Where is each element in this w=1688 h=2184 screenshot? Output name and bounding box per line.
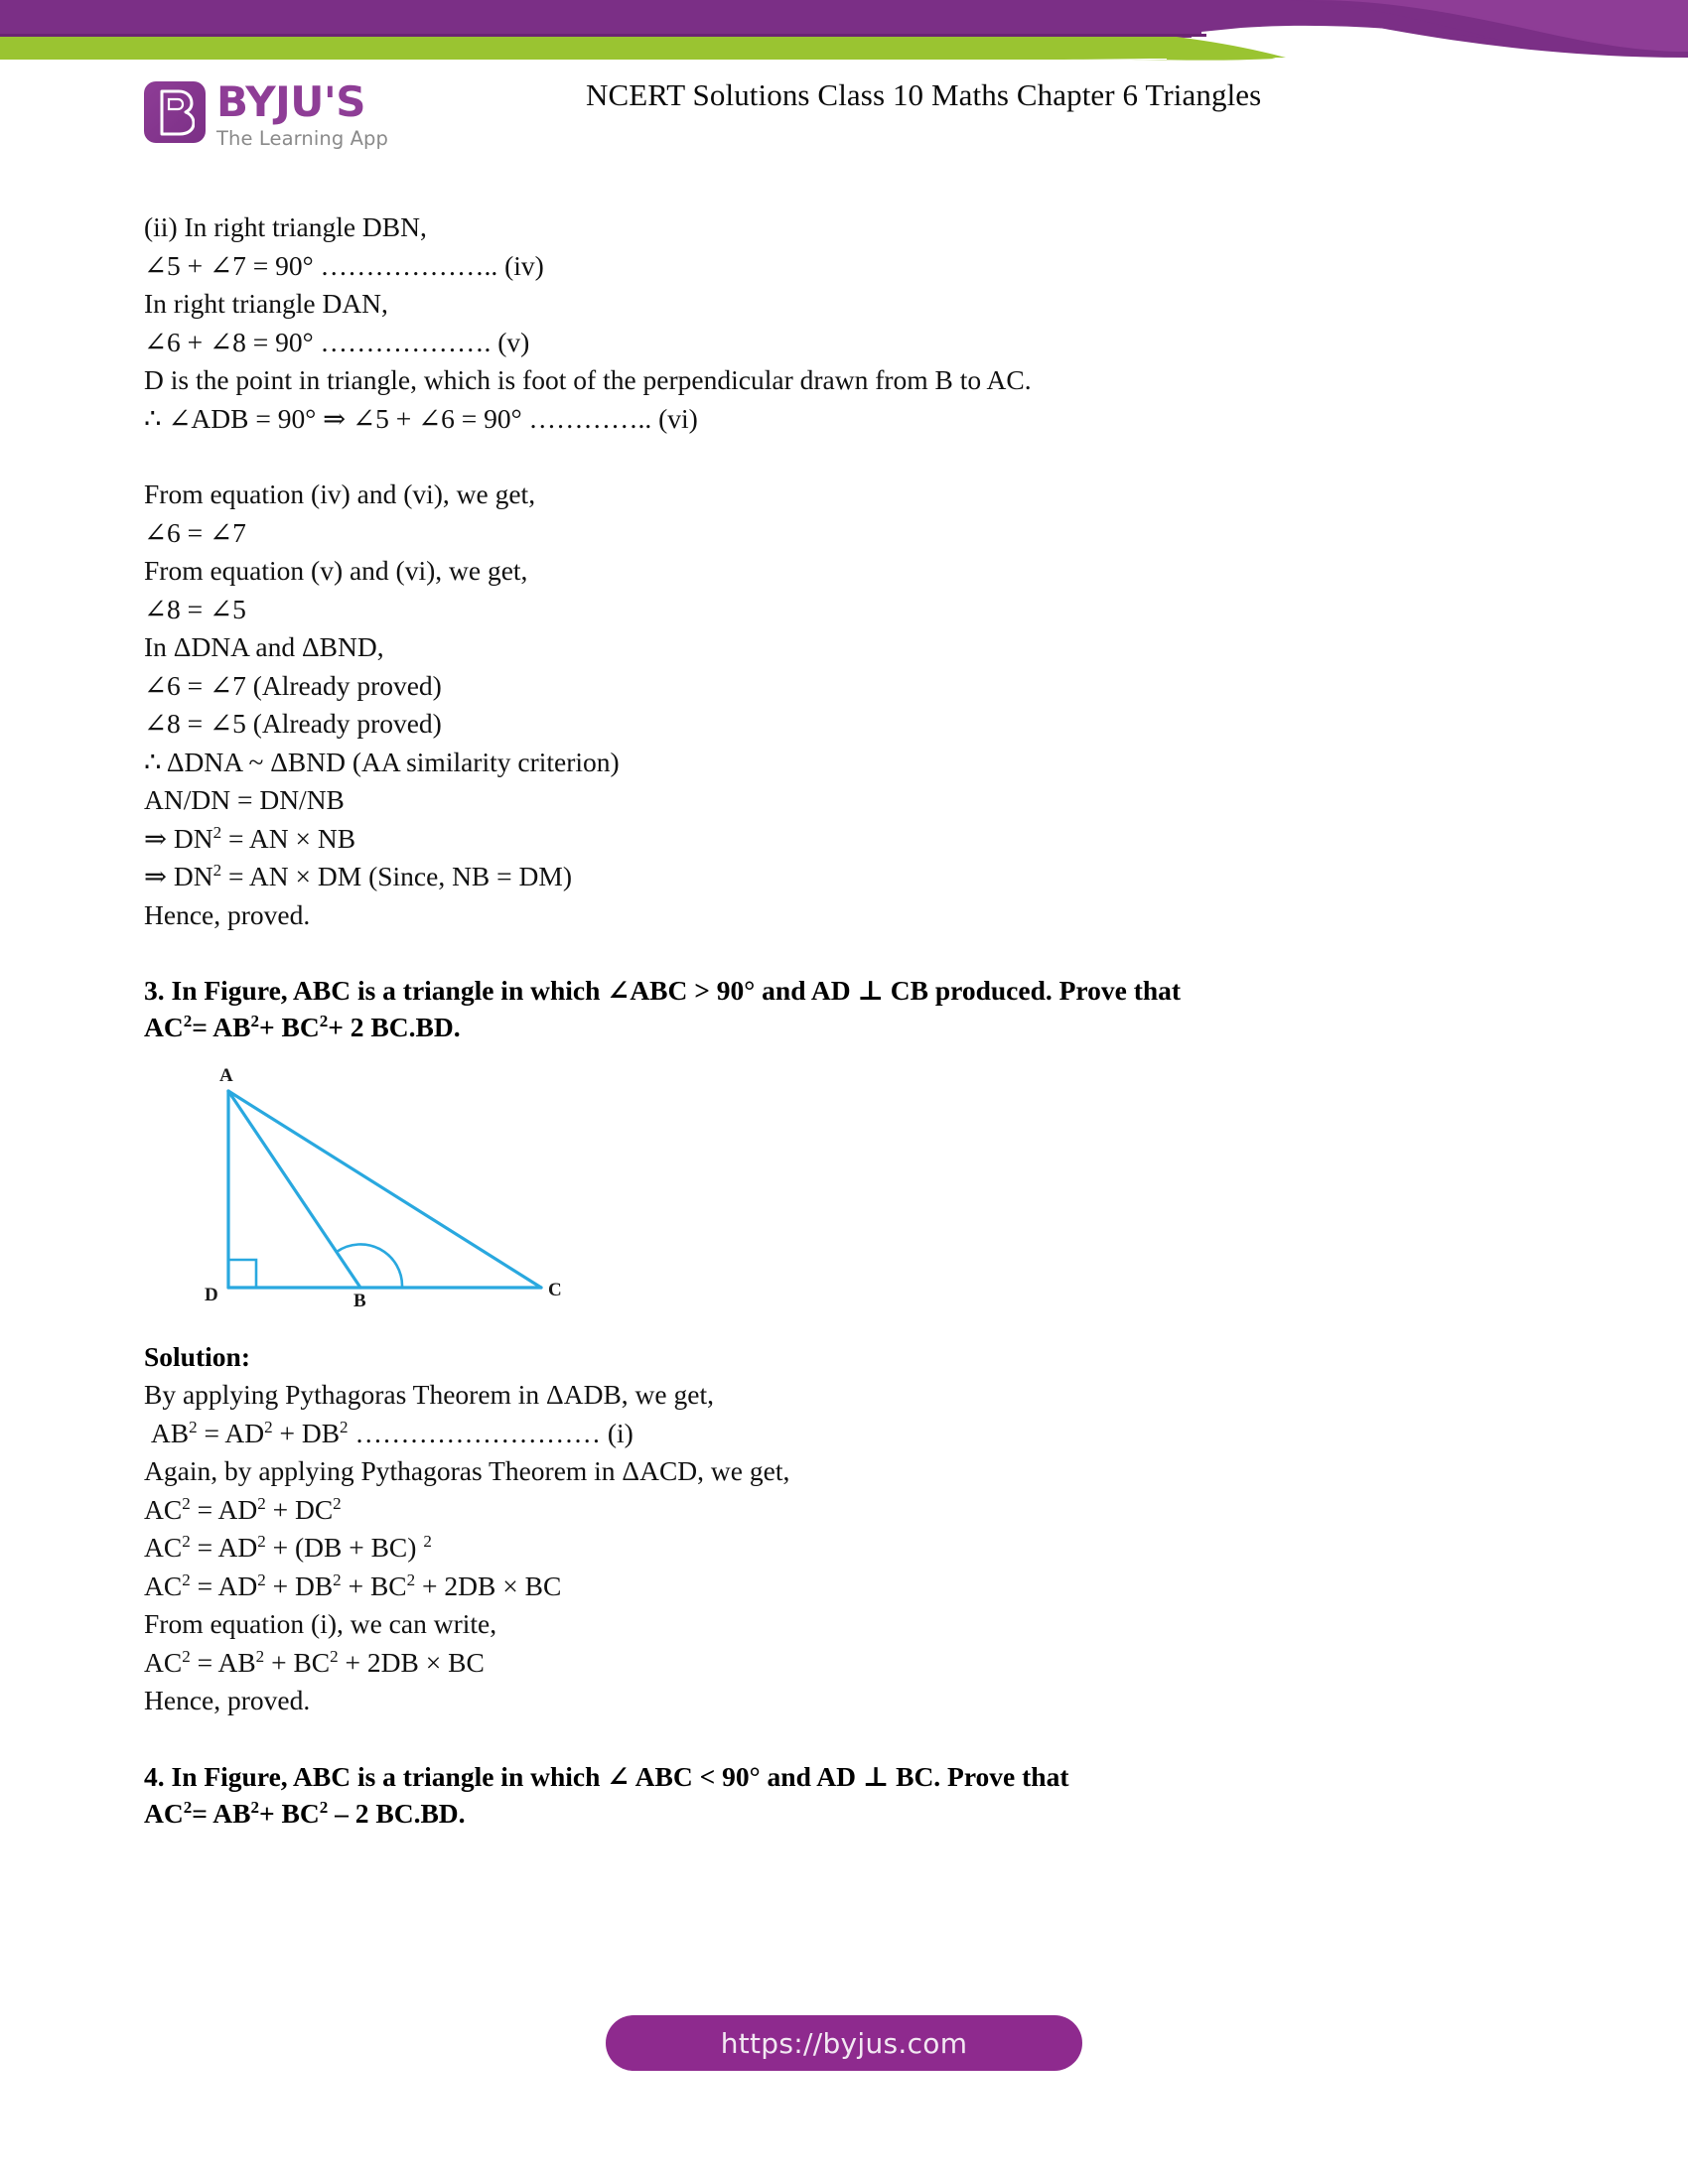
question-3-heading-line1: 3. In Figure, ABC is a triangle in which ∠ABC > 90° and AD ⊥ CB produced. Prove that xyxy=(144,975,1182,1006)
header-purple-band xyxy=(0,0,1201,34)
header-purple-band-tail-dark xyxy=(1182,0,1499,40)
vertex-label-D: D xyxy=(205,1285,218,1305)
q4-p2: = AB xyxy=(192,1797,251,1829)
figure-gap xyxy=(144,1307,1554,1338)
paragraph-gap xyxy=(144,438,1554,476)
q4-s2: 2 xyxy=(250,1797,259,1817)
eq1-p2: = AD xyxy=(197,1417,265,1448)
logo-b-glyph-icon xyxy=(155,88,195,136)
eq2-p3: + DC xyxy=(265,1493,334,1525)
text-line: From equation (v) and (vi), we get, xyxy=(144,555,528,586)
text-line: AN/DN = DN/NB xyxy=(144,784,345,815)
text-line: (ii) In right triangle DBN, xyxy=(144,211,427,242)
text-line: Hence, proved. xyxy=(144,898,311,930)
figure-triangle-abc-obtuse xyxy=(172,1059,589,1307)
q4-s1: 2 xyxy=(183,1797,193,1817)
eq2-p2: = AD xyxy=(190,1493,258,1525)
equation-line xyxy=(144,1529,1554,1568)
header-purple-light-shape xyxy=(0,0,1688,52)
eq3-p2: = AD xyxy=(190,1532,258,1563)
q3-p3: + BC xyxy=(259,1012,320,1042)
q3-s2: 2 xyxy=(250,1011,259,1030)
text-line: ∴ ΔDNA ~ ΔBND (AA similarity criterion) xyxy=(144,746,620,777)
text-line: ∴ ∠ADB = 90° ⇒ ∠5 + ∠6 = 90° ………….. (vi) xyxy=(144,402,698,434)
right-angle-marker-at-D xyxy=(228,1260,256,1288)
header-green-band-taper xyxy=(1112,37,1276,61)
q3-p4: + 2 BC.BD. xyxy=(328,1012,461,1042)
eq2-s2: 2 xyxy=(257,1493,266,1513)
eq-sup: 2 xyxy=(212,822,222,842)
text-line: From equation (i), we can write, xyxy=(144,1608,497,1639)
eq1-p3: + DB xyxy=(272,1417,341,1448)
solution-heading: Solution: xyxy=(144,1341,250,1372)
eq4-p2: = AD xyxy=(190,1570,258,1601)
eq1-s1: 2 xyxy=(189,1417,198,1436)
question-3-heading-line2 xyxy=(144,1009,1554,1045)
footer-url-label: https://byjus.com xyxy=(720,2026,968,2060)
text-line: ∠6 = ∠7 (Already proved) xyxy=(144,669,442,701)
logo-tagline: The Learning App xyxy=(216,126,389,150)
eq-pre: ⇒ DN xyxy=(144,822,213,854)
logo-wordmark: BYJU'S xyxy=(216,77,365,126)
text-line: From equation (iv) and (vi), we get, xyxy=(144,478,536,509)
eq3-s3: 2 xyxy=(423,1531,432,1551)
equation-line xyxy=(144,1644,1554,1683)
eq4-s1: 2 xyxy=(182,1570,191,1589)
eq2-p1: AC xyxy=(144,1493,183,1525)
eq-sup: 2 xyxy=(212,860,222,880)
byjus-logo xyxy=(144,77,442,181)
eq4-p1: AC xyxy=(144,1570,183,1601)
eq5-s2: 2 xyxy=(255,1646,265,1666)
eq5-p1: AC xyxy=(144,1646,183,1678)
paragraph-gap xyxy=(144,1720,1554,1758)
eq-post: = AN × NB xyxy=(221,822,356,854)
vertex-label-C: C xyxy=(548,1280,562,1300)
q3-s3: 2 xyxy=(319,1011,329,1030)
triangle-diagram-svg xyxy=(172,1059,589,1307)
eq5-s1: 2 xyxy=(182,1646,191,1666)
text-line: ∠8 = ∠5 xyxy=(144,593,246,624)
eq4-p4: + BC xyxy=(341,1570,407,1601)
q4-s3: 2 xyxy=(319,1797,329,1817)
page-title: NCERT Solutions Class 10 Maths Chapter 6 Triangles xyxy=(586,77,1262,112)
text-line: Again, by applying Pythagoras Theorem in ΔACD, we get, xyxy=(144,1455,790,1486)
eq3-p3: + (DB + BC) xyxy=(265,1532,424,1563)
text-line: D is the point in triangle, which is foot of the perpendicular drawn from B to AC. xyxy=(144,364,1032,395)
text-line: ∠6 + ∠8 = 90° ………………. (v) xyxy=(144,326,530,357)
equation-line-i xyxy=(144,1415,1554,1453)
eq4-p5: + 2DB × BC xyxy=(415,1570,562,1601)
eq2-s1: 2 xyxy=(182,1493,191,1513)
vertex-label-A: A xyxy=(219,1065,233,1086)
equation-line xyxy=(144,820,1554,859)
eq3-p1: AC xyxy=(144,1532,183,1563)
equation-line xyxy=(144,858,1554,896)
eq4-s3: 2 xyxy=(333,1570,342,1589)
footer-url-button[interactable] xyxy=(606,2015,1082,2071)
document-body xyxy=(144,208,1554,1832)
text-line: ∠5 + ∠7 = 90° ……………….. (iv) xyxy=(144,249,544,281)
header-green-band xyxy=(0,37,1286,60)
text-line: By applying Pythagoras Theorem in ΔADB, we get, xyxy=(144,1379,714,1410)
eq3-s2: 2 xyxy=(257,1531,266,1551)
segment-AB xyxy=(228,1091,360,1288)
eq5-p2: = AB xyxy=(190,1646,256,1678)
eq5-s3: 2 xyxy=(330,1646,339,1666)
header-banner-svg xyxy=(0,0,1688,89)
eq1-s2: 2 xyxy=(264,1417,273,1436)
eq1-s3: 2 xyxy=(340,1417,349,1436)
eq5-p3: + BC xyxy=(264,1646,331,1678)
text-line: Hence, proved. xyxy=(144,1685,311,1715)
q4-p4: – 2 BC.BD. xyxy=(328,1797,466,1829)
q4-p1: AC xyxy=(144,1797,184,1829)
question-4-heading-line1: 4. In Figure, ABC is a triangle in which ∠ ABC < 90° and AD ⊥ BC. Prove that xyxy=(144,1760,1069,1792)
equation-line xyxy=(144,1568,1554,1606)
eq-post: = AN × DM (Since, NB = DM) xyxy=(221,861,572,891)
eq1-p4: ……………………… (i) xyxy=(348,1417,633,1448)
vertex-label-B: B xyxy=(353,1291,366,1307)
segment-AC xyxy=(228,1091,541,1288)
paragraph-gap xyxy=(144,934,1554,972)
text-line: In right triangle DAN, xyxy=(144,288,388,319)
eq1-p1: AB xyxy=(144,1417,190,1448)
question-4-heading-line2 xyxy=(144,1795,1554,1832)
q3-s1: 2 xyxy=(183,1011,193,1030)
eq4-s2: 2 xyxy=(257,1570,266,1589)
q3-p1: AC xyxy=(144,1012,184,1042)
byjus-logo-mark-icon xyxy=(144,81,206,143)
text-line: ∠8 = ∠5 (Already proved) xyxy=(144,708,442,739)
header-green-band-rect xyxy=(0,37,1172,59)
header-purple-band-tail xyxy=(1182,0,1688,52)
header-purple-shape xyxy=(0,0,1688,58)
eq2-s3: 2 xyxy=(333,1493,342,1513)
eq-pre: ⇒ DN xyxy=(144,861,213,891)
eq4-s4: 2 xyxy=(406,1570,416,1589)
text-line: In ΔDNA and ΔBND, xyxy=(144,631,384,662)
eq3-s1: 2 xyxy=(182,1531,191,1551)
header-separator xyxy=(0,34,1206,37)
header-decoration xyxy=(0,0,1688,89)
text-line: ∠6 = ∠7 xyxy=(144,516,246,548)
eq5-p4: + 2DB × BC xyxy=(338,1646,485,1678)
eq4-p3: + DB xyxy=(265,1570,334,1601)
q4-p3: + BC xyxy=(259,1797,320,1829)
q3-p2: = AB xyxy=(192,1012,251,1042)
equation-line xyxy=(144,1491,1554,1530)
